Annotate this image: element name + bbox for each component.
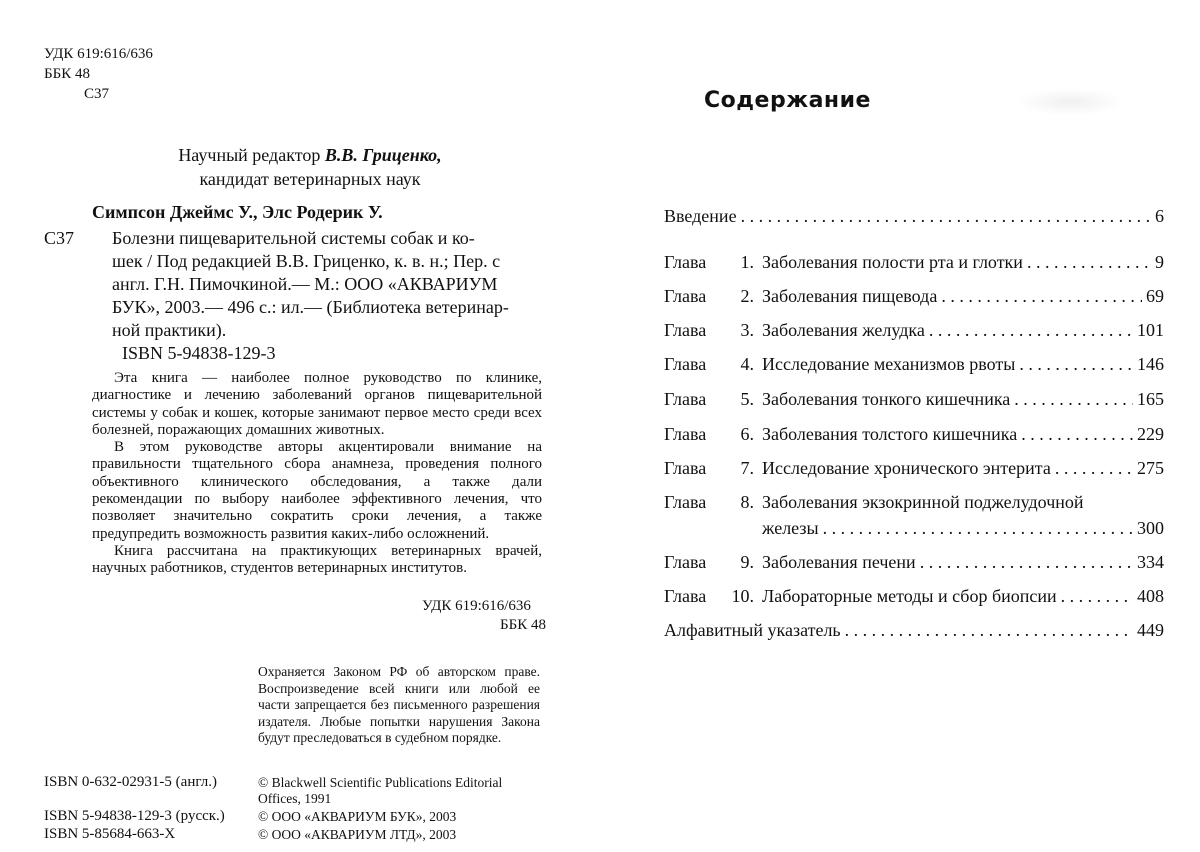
toc-page-number: 9 (1155, 252, 1164, 272)
editor-degree: кандидат ветеринарных наук (199, 169, 421, 189)
toc-entry-chapter-2[interactable] (664, 286, 1164, 312)
annotation-paragraph: В этом руководстве авторы акцентировали внимание на правильности тщательного сбора анамнеза, проведения полного объективного клинического обследования, а также дали рекомендации по выбору наиболее эффективного лечения, что позволяет значительно сократить сроки лечения, а также предупредить возможность развития каких-либо осложнений. (92, 439, 542, 542)
toc-leader-dots (823, 518, 1133, 539)
toc-entry-chapter-9[interactable] (664, 552, 1164, 578)
udk-top: УДК 619:616/636 (44, 46, 153, 62)
toc-chapter-label: Глава (664, 320, 707, 340)
toc-chapter-number: 7. (740, 458, 754, 478)
toc-entry-title: Исследование механизмов рвоты (762, 354, 1016, 374)
toc-chapter-number: 1. (740, 252, 754, 272)
toc-page-number: 275 (1137, 458, 1164, 478)
annotation-paragraph: Книга рассчитана на практикующих ветеринарных врачей, научных работников, студентов ветеринарных институтов. (92, 542, 542, 577)
toc-entry-title: Заболевания пищевода (762, 286, 938, 306)
toc-chapter-label: Глава (664, 389, 707, 409)
right-page (600, 0, 1200, 852)
toc-chapter-label: Глава (664, 286, 707, 306)
authors: Симпсон Джеймс У., Элс Родерик У. (92, 202, 383, 222)
bbk-top: ББК 48 (44, 66, 90, 82)
toc-chapter-label: Глава (664, 492, 707, 512)
bbk-bottom: ББК 48 (500, 617, 546, 633)
toc-entry-title: Лабораторные методы и сбор биопсии (762, 586, 1057, 606)
toc-leader-dots (741, 206, 1151, 227)
toc-page-number: 408 (1137, 586, 1164, 606)
toc-leader-dots (941, 286, 1142, 307)
toc-leader-dots (1021, 424, 1133, 445)
toc-entry-index[interactable] (664, 620, 1164, 646)
toc-chapter-number: 2. (740, 286, 754, 306)
toc-entry-title: Алфавитный указатель (664, 620, 841, 640)
toc-leader-dots (1027, 252, 1151, 273)
copyright-holder: © ООО «АКВАРИУМ ЛТД», 2003 (258, 827, 457, 842)
toc-entry-chapter-3[interactable] (664, 320, 1164, 346)
toc-entry-chapter-6[interactable] (664, 424, 1164, 450)
biblio-line: БУК», 2003.— 496 с.: ил.— (Библиотека ветеринар- (112, 297, 509, 317)
toc-entry-chapter-7[interactable] (664, 458, 1164, 484)
toc-entry-chapter-1[interactable] (664, 252, 1164, 278)
toc-chapter-number: 8. (740, 492, 754, 512)
bibliographic-description (112, 227, 562, 342)
editor-prefix: Научный редактор (178, 145, 321, 165)
toc-leader-dots (1055, 458, 1133, 479)
toc-entry-chapter-10[interactable] (664, 586, 1164, 612)
toc-leader-dots (929, 320, 1133, 341)
isbn-third: ISBN 5-85684-663-X (44, 826, 176, 842)
toc-entry-title: Заболевания тонкого кишечника (762, 389, 1011, 409)
toc-page-number: 300 (1137, 518, 1164, 538)
copyright-holder: © ООО «АКВАРИУМ БУК», 2003 (258, 809, 457, 824)
scientific-editor (0, 142, 620, 168)
toc-entry-chapter-4[interactable] (664, 354, 1164, 380)
annotation-paragraph: Эта книга — наиболее полное руководство по клинике, диагностике и лечению заболеваний органов пищеварительной системы у собак и кошек, которые занимают первое место среди всех болезней, поражающих домашних животных. (92, 370, 542, 438)
catalog-code: С37 (44, 228, 75, 248)
toc-chapter-number: 10. (731, 586, 754, 606)
toc-entry-chapter-5[interactable] (664, 389, 1164, 415)
editor-name: В.В. Гриценко, (324, 145, 442, 165)
toc-page-number: 6 (1155, 206, 1164, 226)
toc-entry-title: Заболевания толстого кишечника (762, 424, 1018, 444)
toc-chapter-label: Глава (664, 458, 707, 478)
toc-title: Содержание (704, 88, 871, 113)
toc-chapter-label: Глава (664, 552, 707, 572)
toc-chapter-number: 3. (740, 320, 754, 340)
toc-page-number: 101 (1137, 320, 1164, 340)
biblio-line: Болезни пищеварительной системы собак и ко- (112, 228, 475, 248)
toc-entry-chapter-8[interactable] (664, 492, 1164, 518)
toc-page-number: 449 (1137, 620, 1164, 640)
toc-entry-intro[interactable] (664, 206, 1164, 232)
isbn-main: ISBN 5-94838-129-3 (122, 343, 276, 363)
toc-entry-title: Заболевания печени (762, 552, 916, 572)
toc-entry-title: Заболевания полости рта и глотки (762, 252, 1023, 272)
toc-chapter-number: 4. (740, 354, 754, 374)
toc-chapter-number: 5. (740, 389, 754, 409)
code-top: С37 (84, 86, 110, 102)
annotation (92, 370, 542, 578)
toc-leader-dots (1019, 354, 1133, 375)
isbn-russian: ISBN 5-94838-129-3 (русск.) (44, 808, 225, 824)
toc-chapter-number: 9. (740, 552, 754, 572)
toc-page-number: 69 (1146, 286, 1164, 306)
toc-leader-dots (845, 620, 1133, 641)
toc-page-number: 165 (1137, 389, 1164, 409)
toc-entry-title: Заболевания экзокринной поджелудочной (762, 492, 1084, 512)
copyright-notice: Охраняется Законом РФ об авторском праве. Воспроизведение всей книги или любой ее части запрещается без письменного разрешения издателя. Любые попытки нарушения Закона будут преследоваться в судебном порядке. (258, 664, 540, 745)
toc-entry-title: Введение (664, 206, 737, 226)
toc-chapter-label: Глава (664, 252, 707, 272)
toc-leader-dots (1061, 586, 1133, 607)
toc-page-number: 146 (1137, 354, 1164, 374)
toc-entry-chapter-8-continuation[interactable] (664, 518, 1164, 544)
toc-entry-title: Заболевания желудка (762, 320, 925, 340)
toc-chapter-number: 6. (740, 424, 754, 444)
toc-leader-dots (1014, 389, 1133, 410)
udk-bottom: УДК 619:616/636 (422, 598, 531, 614)
toc-entry-title-continued: железы (762, 518, 819, 538)
isbn-english: ISBN 0-632-02931-5 (англ.) (44, 774, 217, 790)
toc-leader-dots (920, 552, 1133, 573)
biblio-line: шек / Под редакцией В.В. Гриценко, к. в. н.; Пер. с (112, 251, 501, 271)
toc-page-number: 229 (1137, 424, 1164, 444)
toc-entry-title: Исследование хронического энтерита (762, 458, 1051, 478)
biblio-line: ной практики). (112, 320, 227, 340)
toc-chapter-label: Глава (664, 586, 707, 606)
copyright-holder: © Blackwell Scientific Publications Editorial Offices, 1991 (258, 775, 503, 806)
toc-page-number: 334 (1137, 552, 1164, 572)
toc-chapter-label: Глава (664, 424, 707, 444)
toc-chapter-label: Глава (664, 354, 707, 374)
biblio-line: англ. Г.Н. Пимочкиной.— М.: ООО «АКВАРИУМ (112, 274, 498, 294)
